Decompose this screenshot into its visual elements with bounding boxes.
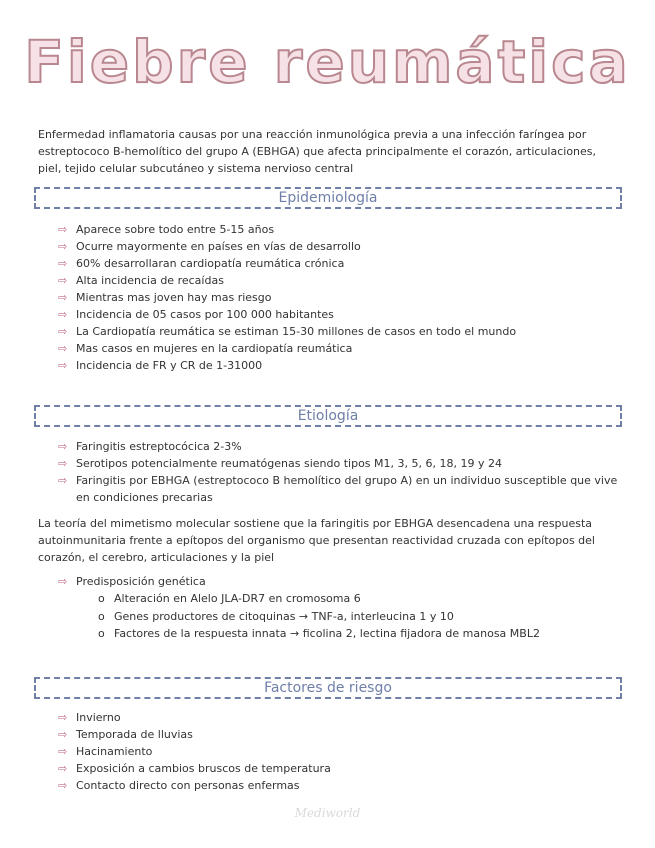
list-item: ⇨ Temporada de lluvias	[58, 728, 193, 741]
page-title: Fiebre reumática	[24, 28, 631, 96]
list-item: o Genes productores de citoquinas → TNF-a, interleucina 1 y 10	[98, 608, 618, 626]
arrow-right-icon: ⇨	[58, 457, 68, 470]
list-item: o Factores de la respuesta innata → ficolina 2, lectina fijadora de manosa MBL2	[98, 625, 618, 643]
arrow-right-icon: ⇨	[58, 575, 68, 588]
arrow-right-icon: ⇨	[58, 745, 68, 758]
mimetismo-paragraph: La teoría del mimetismo molecular sostiene que la faringitis por EBHGA desencadena una respuesta autoinmunitaria frente a epítopos del organismo que presentan reactividad cruzada con epítopos del corazón, el cerebro, articulaciones y la piel	[38, 517, 595, 564]
list-item: ⇨ Faringitis estreptocócica 2-3%	[58, 440, 242, 453]
arrow-right-icon: ⇨	[58, 308, 68, 321]
list-item: ⇨ Alta incidencia de recaídas	[58, 274, 224, 287]
list-item: ⇨ Mas casos en mujeres en la cardiopatía reumática	[58, 342, 353, 355]
circle-bullet-icon: o	[98, 609, 105, 623]
list-item: ⇨ Ocurre mayormente en países en vías de desarrollo	[58, 240, 361, 253]
factores-heading: Factores de riesgo	[34, 677, 622, 699]
list-item: ⇨ Invierno	[58, 711, 121, 724]
list-item: ⇨ Exposición a cambios bruscos de temperatura	[58, 762, 331, 775]
arrow-right-icon: ⇨	[58, 762, 68, 775]
predisposicion-sublist	[98, 590, 618, 643]
list-item: ⇨ Serotipos potencialmente reumatógenas siendo tipos M1, 3, 5, 6, 18, 19 y 24	[58, 457, 502, 470]
arrow-right-icon: ⇨	[58, 728, 68, 741]
list-item: ⇨ Hacinamiento	[58, 745, 153, 758]
arrow-right-icon: ⇨	[58, 440, 68, 453]
etiologia-list	[58, 438, 628, 506]
list-item: ⇨ Mientras mas joven hay mas riesgo	[58, 291, 272, 304]
intro-paragraph: Enfermedad inflamatoria causas por una reacción inmunológica previa a una infección faríngea por estreptococo B-hemolítico del grupo A (EBHGA) que afecta principalmente el corazón, articulaciones, piel, tejido celular subcutáneo y sistema nervioso central	[38, 128, 597, 175]
arrow-right-icon: ⇨	[58, 257, 68, 270]
list-item: ⇨ Contacto directo con personas enfermas	[58, 779, 300, 792]
factores-list	[58, 709, 628, 794]
arrow-right-icon: ⇨	[58, 274, 68, 287]
arrow-right-icon: ⇨	[58, 223, 68, 236]
list-item: o Alteración en Alelo JLA-DR7 en cromosoma 6	[98, 590, 618, 608]
predisposicion-list	[58, 573, 628, 590]
list-item: ⇨ Incidencia de 05 casos por 100 000 habitantes	[58, 308, 334, 321]
etiologia-heading: Etiología	[34, 405, 622, 427]
circle-bullet-icon: o	[98, 627, 105, 640]
arrow-right-icon: ⇨	[58, 711, 68, 724]
arrow-right-icon: ⇨	[58, 240, 68, 253]
list-item: ⇨ Faringitis por EBHGA (estreptococo B hemolítico del grupo A) en un individuo susceptible que vive en condiciones precarias	[58, 474, 618, 504]
list-item: ⇨ La Cardiopatía reumática se estiman 15-30 millones de casos en todo el mundo	[58, 325, 517, 338]
arrow-right-icon: ⇨	[58, 342, 68, 355]
arrow-right-icon: ⇨	[58, 291, 68, 304]
arrow-right-icon: ⇨	[58, 325, 68, 338]
list-item: ⇨ 60% desarrollaran cardiopatía reumática crónica	[58, 257, 345, 270]
arrow-right-icon: ⇨	[58, 779, 68, 792]
arrow-right-icon: ⇨	[58, 359, 68, 372]
epidemiologia-list	[58, 221, 628, 374]
list-item: ⇨ Incidencia de FR y CR de 1-31000	[58, 359, 263, 372]
watermark: Mediworld	[294, 806, 361, 820]
list-item: ⇨ Predisposición genética	[58, 575, 206, 588]
arrow-right-icon: ⇨	[58, 474, 68, 487]
list-item: ⇨ Aparece sobre todo entre 5-15 años	[58, 223, 275, 236]
circle-bullet-icon: o	[98, 592, 105, 605]
epidemiologia-heading: Epidemiología	[34, 187, 622, 209]
